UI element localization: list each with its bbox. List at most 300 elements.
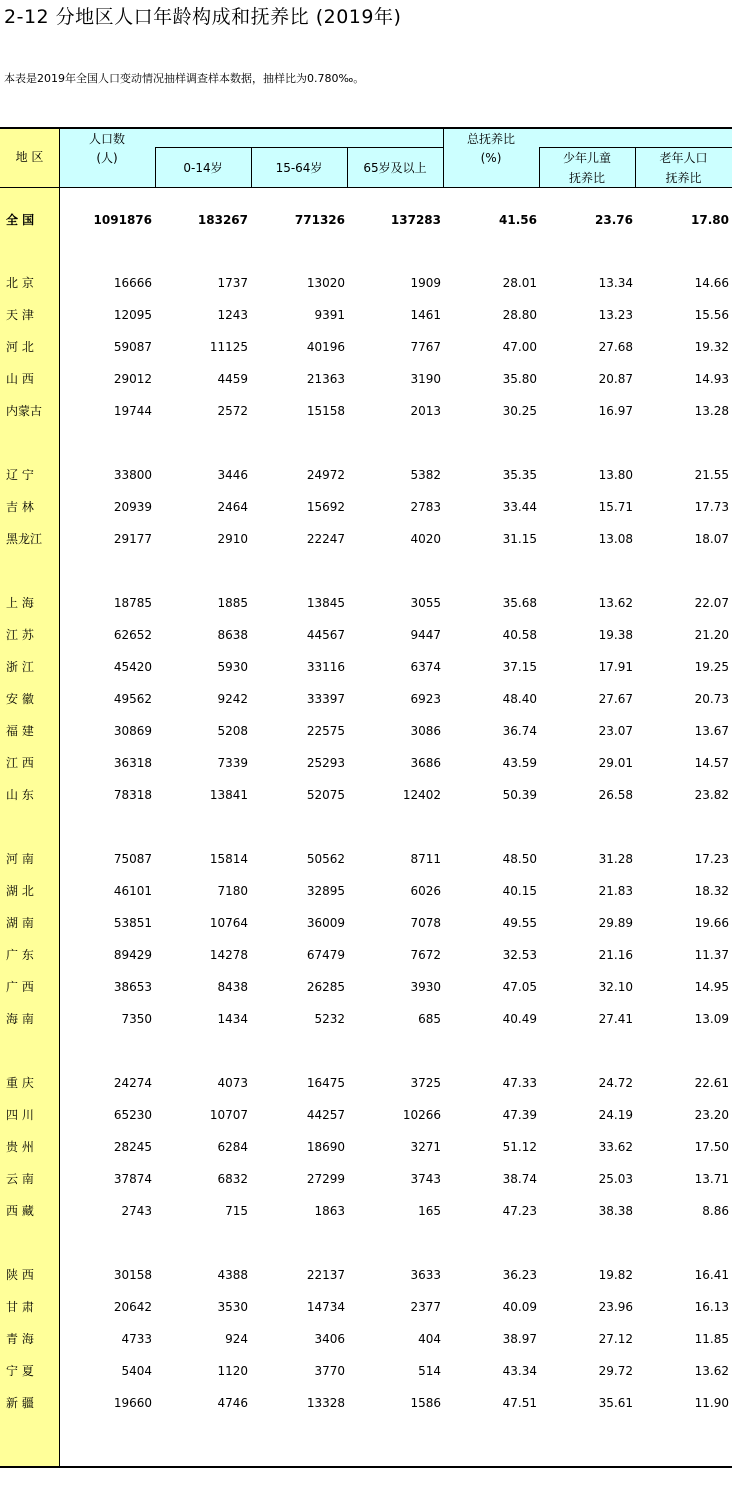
cell-child: 23.07 [598,724,633,738]
cell-pop: 1091876 [93,213,152,227]
cell-pop: 37874 [113,1172,152,1186]
cell-child: 21.83 [598,884,633,898]
cell-total: 51.12 [502,1140,537,1154]
region-name: 河 北 [6,340,34,354]
cell-old: 15.56 [694,308,729,322]
cell-a65: 1909 [410,276,441,290]
cell-a65: 2377 [410,1300,441,1314]
cell-a1564: 3406 [314,1332,345,1346]
cell-pop: 53851 [113,916,152,930]
cell-child: 29.89 [598,916,633,930]
header-total-dependency-line1: 总抚养比 [466,132,515,146]
region-name: 浙 江 [6,660,34,674]
cell-a65: 6026 [410,884,441,898]
cell-total: 36.23 [502,1268,537,1282]
table-row [0,395,732,427]
cell-pop: 30158 [113,1268,152,1282]
cell-child: 13.08 [598,532,633,546]
cell-a65: 2013 [410,404,441,418]
cell-a1564: 15158 [306,404,345,418]
region-name: 山 东 [6,788,34,802]
table-row [0,459,732,491]
cell-a1564: 22575 [306,724,345,738]
header-sub-rule-age [155,147,443,148]
cell-a65: 3743 [410,1172,441,1186]
cell-child: 13.62 [598,596,633,610]
cell-total: 47.33 [502,1076,537,1090]
cell-a014: 4746 [217,1396,248,1410]
cell-a1564: 40196 [306,340,345,354]
cell-a1564: 33397 [306,692,345,706]
cell-old: 14.93 [694,372,729,386]
table-row [0,1099,732,1131]
cell-old: 11.37 [694,948,729,962]
cell-pop: 24274 [113,1076,152,1090]
cell-pop: 4733 [121,1332,152,1346]
cell-total: 33.44 [502,500,537,514]
region-name: 吉 林 [6,500,34,514]
cell-old: 16.41 [694,1268,729,1282]
region-name: 宁 夏 [6,1364,34,1378]
cell-child: 33.62 [598,1140,633,1154]
region-name: 海 南 [6,1012,34,1026]
cell-child: 24.19 [598,1108,633,1122]
cell-child: 27.41 [598,1012,633,1026]
table-row [0,587,732,619]
cell-old: 13.28 [694,404,729,418]
region-name: 天 津 [6,308,34,322]
cell-old: 20.73 [694,692,729,706]
cell-pop: 20939 [113,500,152,514]
region-name: 山 西 [6,372,34,386]
cell-a65: 7767 [410,340,441,354]
region-name: 北 京 [6,276,34,290]
cell-child: 24.72 [598,1076,633,1090]
cell-pop: 89429 [113,948,152,962]
header-old-dependency-line2: 抚养比 [665,171,702,185]
cell-old: 19.25 [694,660,729,674]
table-row [0,1387,732,1419]
cell-a1564: 13328 [306,1396,345,1410]
cell-old: 14.57 [694,756,729,770]
cell-child: 19.38 [598,628,633,642]
cell-pop: 59087 [113,340,152,354]
cell-pop: 33800 [113,468,152,482]
cell-a1564: 13020 [306,276,345,290]
cell-pop: 36318 [113,756,152,770]
cell-child: 13.80 [598,468,633,482]
cell-a65: 404 [418,1332,441,1346]
cell-total: 38.97 [502,1332,537,1346]
cell-a014: 1885 [217,596,248,610]
cell-a65: 12402 [402,788,441,802]
cell-a1564: 13845 [306,596,345,610]
cell-pop: 29177 [113,532,152,546]
region-name: 云 南 [6,1172,34,1186]
header-age-65-plus: 65岁及以上 [363,161,427,175]
cell-total: 48.40 [502,692,537,706]
cell-child: 29.01 [598,756,633,770]
cell-a1564: 25293 [306,756,345,770]
table-row [0,1163,732,1195]
cell-a014: 3530 [217,1300,248,1314]
table-row [0,1003,732,1035]
table-row [0,939,732,971]
table-note: 本表是2019年全国人口变动情况抽样调查样本数据，抽样比为0.780‰。 [4,72,365,85]
cell-pop: 19660 [113,1396,152,1410]
cell-a014: 2910 [217,532,248,546]
cell-old: 13.62 [694,1364,729,1378]
cell-pop: 38653 [113,980,152,994]
header-population-line2: (人) [96,151,118,165]
cell-total: 40.58 [502,628,537,642]
region-name: 辽 宁 [6,468,34,482]
cell-a1564: 21363 [306,372,345,386]
cell-total: 40.09 [502,1300,537,1314]
cell-a1564: 26285 [306,980,345,994]
cell-pop: 46101 [113,884,152,898]
cell-a65: 1461 [410,308,441,322]
cell-pop: 16666 [113,276,152,290]
cell-total: 41.56 [499,213,537,227]
cell-a1564: 1863 [314,1204,345,1218]
cell-total: 36.74 [502,724,537,738]
cell-a014: 14278 [209,948,248,962]
region-name: 全 国 [6,213,35,227]
table-row [0,267,732,299]
region-name: 上 海 [6,596,34,610]
cell-old: 13.67 [694,724,729,738]
cell-child: 27.12 [598,1332,633,1346]
cell-a014: 13841 [209,788,248,802]
cell-total: 48.50 [502,852,537,866]
cell-a65: 8711 [410,852,441,866]
cell-a1564: 3770 [314,1364,345,1378]
region-name: 湖 北 [6,884,34,898]
page-title: 2-12 分地区人口年龄构成和抚养比 (2019年) [4,6,402,28]
cell-a1564: 50562 [306,852,345,866]
cell-a014: 1243 [217,308,248,322]
cell-a65: 1586 [410,1396,441,1410]
cell-child: 17.91 [598,660,633,674]
header-age-0-14: 0-14岁 [183,161,223,175]
cell-a65: 3930 [410,980,441,994]
table-row [0,204,732,236]
table-row [0,747,732,779]
cell-a014: 9242 [217,692,248,706]
region-name: 湖 南 [6,916,34,930]
cell-total: 30.25 [502,404,537,418]
cell-a014: 11125 [209,340,248,354]
cell-old: 8.86 [702,1204,729,1218]
cell-total: 35.80 [502,372,537,386]
cell-child: 13.34 [598,276,633,290]
region-name: 黑龙江 [6,532,43,546]
cell-a1564: 67479 [306,948,345,962]
table-row [0,875,732,907]
cell-child: 19.82 [598,1268,633,1282]
cell-child: 31.28 [598,852,633,866]
cell-pop: 45420 [113,660,152,674]
cell-old: 22.61 [694,1076,729,1090]
cell-pop: 2743 [121,1204,152,1218]
cell-pop: 49562 [113,692,152,706]
cell-a014: 7180 [217,884,248,898]
region-name: 安 徽 [6,692,34,706]
cell-child: 20.87 [598,372,633,386]
cell-a014: 924 [225,1332,248,1346]
cell-total: 43.59 [502,756,537,770]
cell-a014: 7339 [217,756,248,770]
header-col-rule-2 [251,147,252,188]
table-row [0,363,732,395]
region-name: 重 庆 [6,1076,34,1090]
cell-a65: 3271 [410,1140,441,1154]
cell-pop: 75087 [113,852,152,866]
header-old-dependency-line1: 老年人口 [659,151,708,165]
table-row [0,1131,732,1163]
header-col-rule-4 [443,127,444,188]
cell-a1564: 18690 [306,1140,345,1154]
cell-child: 13.23 [598,308,633,322]
cell-a65: 7078 [410,916,441,930]
cell-a1564: 14734 [306,1300,345,1314]
cell-a014: 1737 [217,276,248,290]
cell-a1564: 22137 [306,1268,345,1282]
cell-old: 23.20 [694,1108,729,1122]
table-row [0,1323,732,1355]
cell-a1564: 5232 [314,1012,345,1026]
region-name: 江 苏 [6,628,34,642]
cell-pop: 7350 [121,1012,152,1026]
header-total-dependency-line2: (%) [480,151,502,165]
cell-old: 11.85 [694,1332,729,1346]
region-name: 广 东 [6,948,34,962]
cell-total: 49.55 [502,916,537,930]
cell-a65: 6923 [410,692,441,706]
cell-old: 17.50 [694,1140,729,1154]
cell-pop: 20642 [113,1300,152,1314]
cell-a65: 9447 [410,628,441,642]
cell-a65: 685 [418,1012,441,1026]
table-row [0,651,732,683]
table-row [0,715,732,747]
cell-child: 16.97 [598,404,633,418]
cell-a1564: 22247 [306,532,345,546]
table-row [0,779,732,811]
table-row [0,1291,732,1323]
cell-pop: 30869 [113,724,152,738]
cell-old: 19.32 [694,340,729,354]
table-row [0,971,732,1003]
cell-a65: 3086 [410,724,441,738]
cell-a014: 2572 [217,404,248,418]
cell-total: 47.00 [502,340,537,354]
header-child-dependency-line1: 少年儿童 [562,151,611,165]
cell-old: 17.23 [694,852,729,866]
cell-a014: 10764 [209,916,248,930]
cell-total: 40.15 [502,884,537,898]
cell-total: 35.35 [502,468,537,482]
cell-old: 13.09 [694,1012,729,1026]
region-name: 河 南 [6,852,34,866]
cell-a014: 8638 [217,628,248,642]
cell-child: 27.68 [598,340,633,354]
cell-child: 26.58 [598,788,633,802]
cell-total: 47.23 [502,1204,537,1218]
cell-pop: 19744 [113,404,152,418]
cell-a014: 5208 [217,724,248,738]
table-row [0,491,732,523]
cell-total: 50.39 [502,788,537,802]
cell-a65: 3725 [410,1076,441,1090]
table-row [0,1259,732,1291]
header-col-rule-3 [347,147,348,188]
cell-a014: 1434 [217,1012,248,1026]
cell-a014: 715 [225,1204,248,1218]
cell-total: 31.15 [502,532,537,546]
header-population-line1: 人口数 [88,132,125,146]
cell-a65: 165 [418,1204,441,1218]
cell-pop: 29012 [113,372,152,386]
cell-pop: 18785 [113,596,152,610]
cell-a65: 3686 [410,756,441,770]
cell-a014: 15814 [209,852,248,866]
cell-total: 38.74 [502,1172,537,1186]
region-name: 内蒙古 [6,404,43,418]
region-name: 贵 州 [6,1140,34,1154]
table-row [0,331,732,363]
cell-old: 14.66 [694,276,729,290]
table-row [0,1195,732,1227]
cell-total: 47.51 [502,1396,537,1410]
cell-child: 23.76 [595,213,633,227]
cell-a65: 10266 [402,1108,441,1122]
cell-a014: 5930 [217,660,248,674]
cell-old: 23.82 [694,788,729,802]
cell-a1564: 24972 [306,468,345,482]
region-name: 青 海 [6,1332,34,1346]
cell-child: 38.38 [598,1204,633,1218]
cell-old: 18.07 [694,532,729,546]
cell-total: 47.05 [502,980,537,994]
cell-a014: 2464 [217,500,248,514]
header-child-dependency-line2: 抚养比 [568,171,605,185]
cell-a014: 1120 [217,1364,248,1378]
table-row [0,1067,732,1099]
cell-old: 22.07 [694,596,729,610]
cell-pop: 62652 [113,628,152,642]
table-row [0,683,732,715]
cell-total: 32.53 [502,948,537,962]
top-rule [0,127,732,129]
cell-pop: 78318 [113,788,152,802]
cell-a014: 4073 [217,1076,248,1090]
cell-a65: 6374 [410,660,441,674]
cell-total: 40.49 [502,1012,537,1026]
cell-a014: 4459 [217,372,248,386]
cell-total: 43.34 [502,1364,537,1378]
cell-child: 21.16 [598,948,633,962]
cell-a65: 3190 [410,372,441,386]
header-col-rule-5 [539,147,540,188]
cell-a1564: 44257 [306,1108,345,1122]
cell-a65: 7672 [410,948,441,962]
cell-a014: 3446 [217,468,248,482]
cell-a1564: 32895 [306,884,345,898]
cell-old: 14.95 [694,980,729,994]
header-col-rule-6 [635,147,636,188]
region-name: 福 建 [6,724,34,738]
cell-total: 47.39 [502,1108,537,1122]
table-row [0,619,732,651]
cell-old: 11.90 [694,1396,729,1410]
cell-a65: 137283 [390,213,441,227]
region-name: 甘 肃 [6,1300,34,1314]
data-table [0,127,732,1468]
table-row [0,907,732,939]
cell-child: 23.96 [598,1300,633,1314]
table-row [0,523,732,555]
table-row [0,843,732,875]
region-name: 西 藏 [6,1204,34,1218]
cell-child: 29.72 [598,1364,633,1378]
cell-pop: 65230 [113,1108,152,1122]
cell-old: 19.66 [694,916,729,930]
cell-a65: 514 [418,1364,441,1378]
region-name: 陕 西 [6,1268,34,1282]
cell-a1564: 27299 [306,1172,345,1186]
cell-old: 13.71 [694,1172,729,1186]
cell-a65: 3633 [410,1268,441,1282]
cell-pop: 28245 [113,1140,152,1154]
cell-child: 25.03 [598,1172,633,1186]
bottom-rule [0,1466,732,1468]
cell-pop: 12095 [113,308,152,322]
header-col-rule-1 [155,147,156,188]
table-row [0,299,732,331]
cell-a014: 8438 [217,980,248,994]
cell-a014: 4388 [217,1268,248,1282]
cell-old: 17.80 [691,213,729,227]
region-name: 广 西 [6,980,34,994]
cell-a1564: 33116 [306,660,345,674]
cell-a1564: 52075 [306,788,345,802]
cell-a65: 4020 [410,532,441,546]
region-name: 四 川 [6,1108,34,1122]
cell-total: 28.80 [502,308,537,322]
cell-child: 15.71 [598,500,633,514]
cell-old: 17.73 [694,500,729,514]
cell-a014: 6284 [217,1140,248,1154]
region-name: 新 疆 [6,1396,34,1410]
cell-a1564: 44567 [306,628,345,642]
cell-child: 35.61 [598,1396,633,1410]
cell-total: 28.01 [502,276,537,290]
cell-child: 32.10 [598,980,633,994]
cell-a1564: 9391 [314,308,345,322]
cell-a1564: 15692 [306,500,345,514]
header-bottom-rule [0,187,732,188]
cell-child: 27.67 [598,692,633,706]
cell-pop: 5404 [121,1364,152,1378]
cell-total: 35.68 [502,596,537,610]
cell-old: 21.55 [694,468,729,482]
table-row [0,1355,732,1387]
cell-a65: 3055 [410,596,441,610]
cell-old: 18.32 [694,884,729,898]
cell-total: 37.15 [502,660,537,674]
